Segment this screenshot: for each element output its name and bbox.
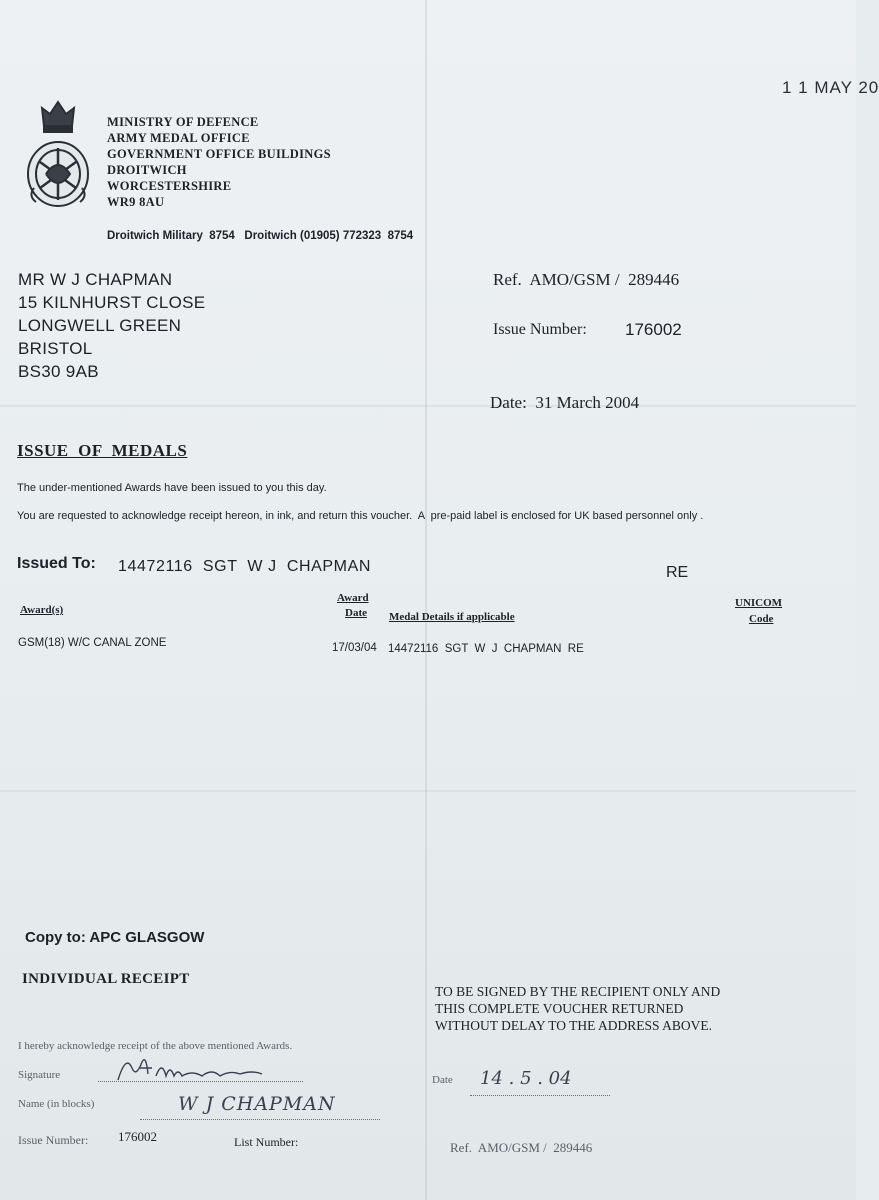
address-line: 15 KILNHURST CLOSE xyxy=(18,293,206,312)
ministry-line: ARMY MEDAL OFFICE xyxy=(107,131,250,145)
col-header-medal-details: Medal Details if applicable xyxy=(389,611,515,623)
received-date-stamp: 1 1 MAY 20 xyxy=(782,78,879,97)
date-label: Date xyxy=(432,1074,453,1086)
copy-to: Copy to: APC GLASGOW xyxy=(25,929,205,946)
award-date-cell: 17/03/04 xyxy=(332,642,377,654)
ministry-header xyxy=(107,114,331,210)
issue-date: Date: 31 March 2004 xyxy=(490,393,640,412)
issued-to-label: Issued To: xyxy=(17,555,96,572)
col-header-awards: Award(s) xyxy=(20,604,64,616)
handwritten-date: 14 . 5 . 04 xyxy=(480,1068,572,1089)
col-header-award-date-line2: Date xyxy=(345,607,367,619)
instruction-line: TO BE SIGNED BY THE RECIPIENT ONLY AND xyxy=(435,984,721,999)
ministry-line: WORCESTERSHIRE xyxy=(107,179,232,193)
issue-number-value: 176002 xyxy=(625,320,682,339)
medal-details-cell: 14472116 SGT W J CHAPMAN RE xyxy=(388,643,584,655)
handwritten-name: W J CHAPMAN xyxy=(178,1093,336,1115)
intro-text: The under-mentioned Awards have been issued to you this day. xyxy=(17,482,327,494)
receipt-title: INDIVIDUAL RECEIPT xyxy=(22,971,190,987)
name-line xyxy=(140,1118,380,1120)
handwritten-signature-icon xyxy=(112,1050,272,1084)
issue-number-footer-value: 176002 xyxy=(118,1129,157,1144)
paper-fold-horizontal xyxy=(0,405,856,407)
issued-to-corps: RE xyxy=(666,564,689,581)
instructions-text: You are requested to acknowledge receipt hereon, in ink, and return this voucher. A pre-paid label is enclosed for UK based personnel only . xyxy=(17,510,704,522)
ministry-line: DROITWICH xyxy=(107,163,187,177)
acknowledge-text: I hereby acknowledge receipt of the above mentioned Awards. xyxy=(18,1040,293,1052)
paper-fold-vertical xyxy=(425,0,427,1200)
document-heading: ISSUE OF MEDALS xyxy=(17,441,188,460)
award-name-cell: GSM(18) W/C CANAL ZONE xyxy=(18,637,167,649)
mod-crest-icon xyxy=(22,96,94,212)
reference-number: Ref. AMO/GSM / 289446 xyxy=(493,270,680,289)
paper-fold-horizontal-lower xyxy=(0,790,856,792)
list-number-label: List Number: xyxy=(234,1135,299,1149)
signature-label: Signature xyxy=(18,1069,61,1081)
address-line: BRISTOL xyxy=(18,339,93,358)
address-line: LONGWELL GREEN xyxy=(18,316,182,335)
ministry-line: MINISTRY OF DEFENCE xyxy=(107,115,259,129)
issue-number-label: Issue Number: xyxy=(493,321,587,338)
instruction-line: WITHOUT DELAY TO THE ADDRESS ABOVE. xyxy=(435,1018,713,1033)
address-line: BS30 9AB xyxy=(18,362,99,381)
col-header-award-date-line1: Award xyxy=(337,592,369,604)
phone-numbers: Droitwich Military 8754 Droitwich (01905) 772323 8754 xyxy=(107,230,414,242)
name-label: Name (in blocks) xyxy=(18,1098,95,1110)
issue-number-footer-label: Issue Number: xyxy=(18,1133,89,1147)
date-line xyxy=(470,1094,610,1096)
receipt-instructions xyxy=(435,983,720,1034)
ministry-line: GOVERNMENT OFFICE BUILDINGS xyxy=(107,147,331,161)
col-header-unicom-line1: UNICOM xyxy=(735,597,783,609)
ministry-line: WR9 8AU xyxy=(107,195,165,209)
address-line: MR W J CHAPMAN xyxy=(18,270,173,289)
col-header-unicom-line2: Code xyxy=(749,613,774,625)
recipient-address xyxy=(18,268,205,383)
footer-reference: Ref. AMO/GSM / 289446 xyxy=(450,1140,593,1155)
instruction-line: THIS COMPLETE VOUCHER RETURNED xyxy=(435,1001,684,1016)
issued-to-value: 14472116 SGT W J CHAPMAN xyxy=(118,558,372,575)
